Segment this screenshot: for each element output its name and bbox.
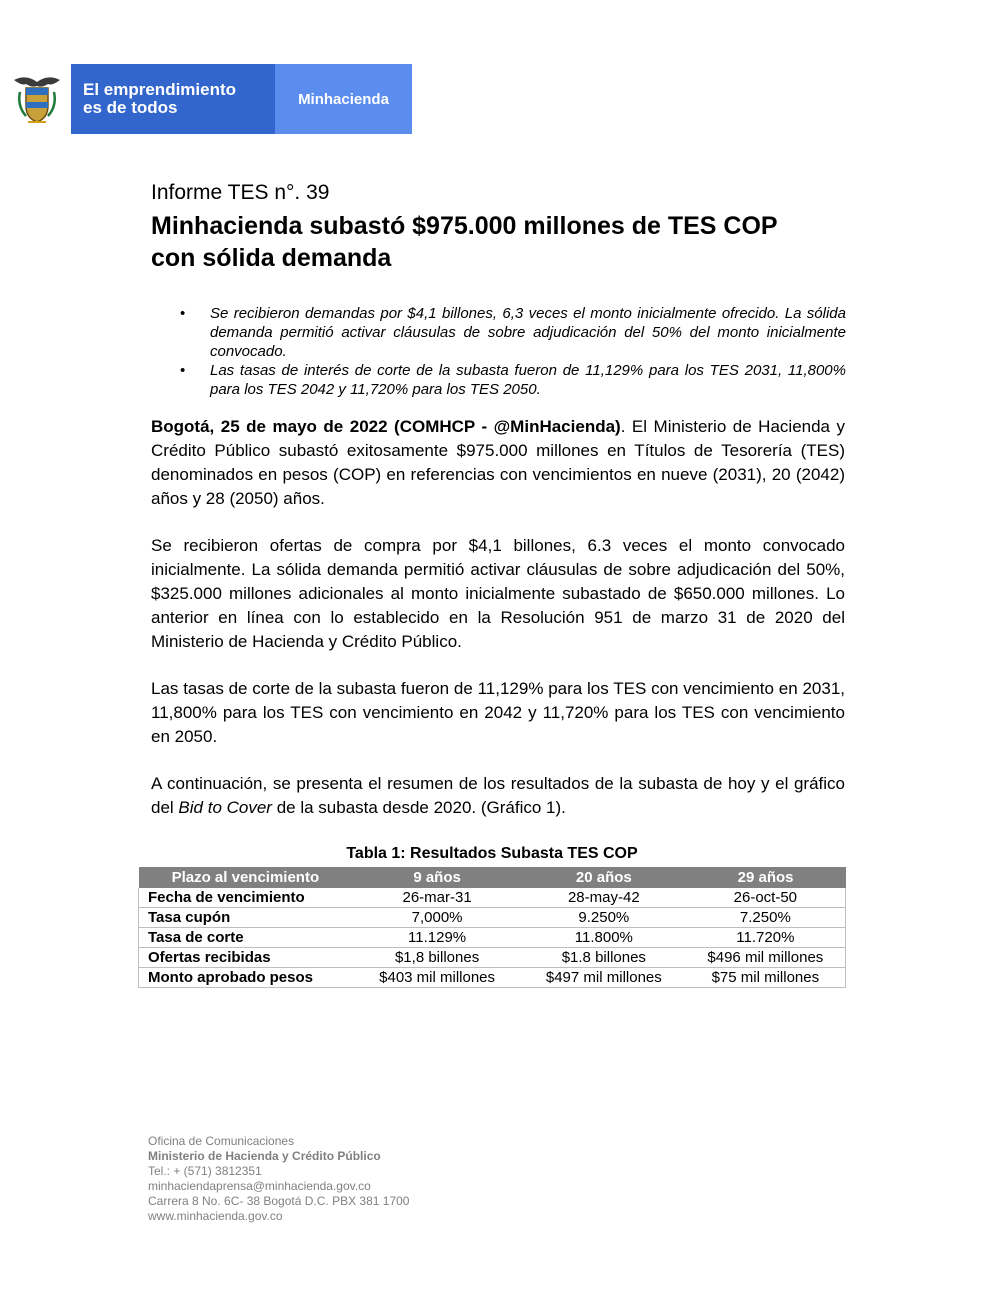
table-cell: 26-mar-31 bbox=[352, 888, 522, 908]
row-label: Tasa de corte bbox=[139, 928, 353, 948]
table-row bbox=[139, 908, 846, 928]
table-row bbox=[139, 968, 846, 988]
footer-phone: Tel.: + (571) 3812351 bbox=[148, 1164, 262, 1178]
table-header-cell: 9 años bbox=[352, 867, 522, 888]
slogan-line-1: El emprendimiento bbox=[83, 80, 237, 99]
table-row bbox=[139, 948, 846, 968]
slogan-line-2: es de todos bbox=[83, 98, 178, 117]
footer-office: Oficina de Comunicaciones bbox=[148, 1134, 295, 1148]
table-cell: $403 mil millones bbox=[352, 968, 522, 988]
bullet-item: • Se recibieron demandas por $4,1 billones, 6,3 veces el monto inicialmente ofrecido. La sólida demanda permitió activar cláusulas de sobre adjudicación del 50% del monto inicialmente convocado. bbox=[180, 304, 846, 361]
table-row bbox=[139, 928, 846, 948]
footer-website-link[interactable]: www.minhacienda.gov.co bbox=[148, 1209, 283, 1223]
brand-name: Minhacienda bbox=[298, 90, 389, 108]
paragraph-rates: Las tasas de corte de la subasta fueron de 11,129% para los TES con vencimiento en 2031, 11,800% para los TES con vencimiento en 2042 y 11,720% para los TES con vencimiento en 2050. bbox=[151, 679, 845, 746]
banner-slogan bbox=[71, 81, 236, 117]
banner-slogan-block bbox=[3, 64, 275, 134]
table-cell: 11.129% bbox=[352, 928, 522, 948]
summary-text-a: A continuación, se presenta el resumen de los resultados de la subasta de hoy y el gráfico del bbox=[151, 774, 845, 817]
colombia-coat-of-arms-icon bbox=[3, 64, 71, 134]
table-cell: $496 mil millones bbox=[686, 948, 846, 968]
row-label: Fecha de vencimiento bbox=[139, 888, 353, 908]
table-header-cell: 29 años bbox=[686, 867, 846, 888]
row-label: Ofertas recibidas bbox=[139, 948, 353, 968]
table-cell: 26-oct-50 bbox=[686, 888, 846, 908]
table-cell: 9.250% bbox=[522, 908, 686, 928]
table-header-row bbox=[139, 867, 846, 888]
table-cell: $75 mil millones bbox=[686, 968, 846, 988]
table-row bbox=[139, 888, 846, 908]
paragraph-intro bbox=[151, 415, 845, 511]
headline-line-2: con sólida demanda bbox=[151, 244, 392, 272]
summary-bullets bbox=[180, 304, 846, 399]
table-cell: 28-may-42 bbox=[522, 888, 686, 908]
paragraph-demand: Se recibieron ofertas de compra por $4,1 billones, 6.3 veces el monto convocado inicialmente. La sólida demanda permitió activar cláusulas de sobre adjudicación del 50%, $325.000 millones adicionales al monto inicialmente subastado de $650.000 millones. Lo anterior en línea con lo establecido en la Resolución 951 de marzo 31 de 2020 del Ministerio de Hacienda y Crédito Público. bbox=[151, 536, 845, 651]
footer-contact bbox=[148, 1134, 409, 1224]
footer-email-link[interactable]: minhaciendaprensa@minhacienda.gov.co bbox=[148, 1179, 371, 1193]
table-cell: 11.720% bbox=[686, 928, 846, 948]
header-banner bbox=[3, 64, 412, 134]
bullet-item: • Las tasas de interés de corte de la subasta fueron de 11,129% para los TES 2031, 11,800% para los TES 2042 y 11,720% para los TES 2050. bbox=[180, 361, 846, 399]
table-cell: $497 mil millones bbox=[522, 968, 686, 988]
table-header-cell: Plazo al vencimiento bbox=[139, 867, 353, 888]
headline bbox=[151, 210, 845, 274]
table-cell: 7,000% bbox=[352, 908, 522, 928]
table-title: Tabla 1: Resultados Subasta TES COP bbox=[346, 845, 638, 862]
table-cell: 11.800% bbox=[522, 928, 686, 948]
dateline: Bogotá, 25 de mayo de 2022 (COMHCP - @MinHacienda) bbox=[151, 417, 621, 436]
paragraph-summary bbox=[151, 772, 845, 820]
table-cell: 7.250% bbox=[686, 908, 846, 928]
intro-text: . El Ministerio de Hacienda y Crédito Público subastó exitosamente $975.000 millones en Títulos de Tesorería (TES) denominados en pesos (COP) en referencias con vencimientos en nueve (2031), 20 (2042) años y 28 (2050) años. bbox=[151, 417, 846, 508]
table-header-cell: 20 años bbox=[522, 867, 686, 888]
summary-text-b: de la subasta desde 2020. (Gráfico 1). bbox=[271, 798, 566, 817]
row-label: Tasa cupón bbox=[139, 908, 353, 928]
results-table bbox=[138, 867, 846, 988]
banner-brand-block bbox=[275, 64, 412, 134]
table-cell: $1,8 billones bbox=[352, 948, 522, 968]
report-number: Informe TES n°. 39 bbox=[151, 181, 330, 204]
bid-to-cover-term: Bid to Cover bbox=[178, 798, 272, 817]
row-label: Monto aprobado pesos bbox=[139, 968, 353, 988]
table-cell: $1.8 billones bbox=[522, 948, 686, 968]
headline-line-1: Minhacienda subastó $975.000 millones de TES COP bbox=[151, 212, 778, 240]
footer-address: Carrera 8 No. 6C- 38 Bogotá D.C. PBX 381 1700 bbox=[148, 1194, 410, 1208]
footer-ministry: Ministerio de Hacienda y Crédito Público bbox=[148, 1149, 381, 1163]
